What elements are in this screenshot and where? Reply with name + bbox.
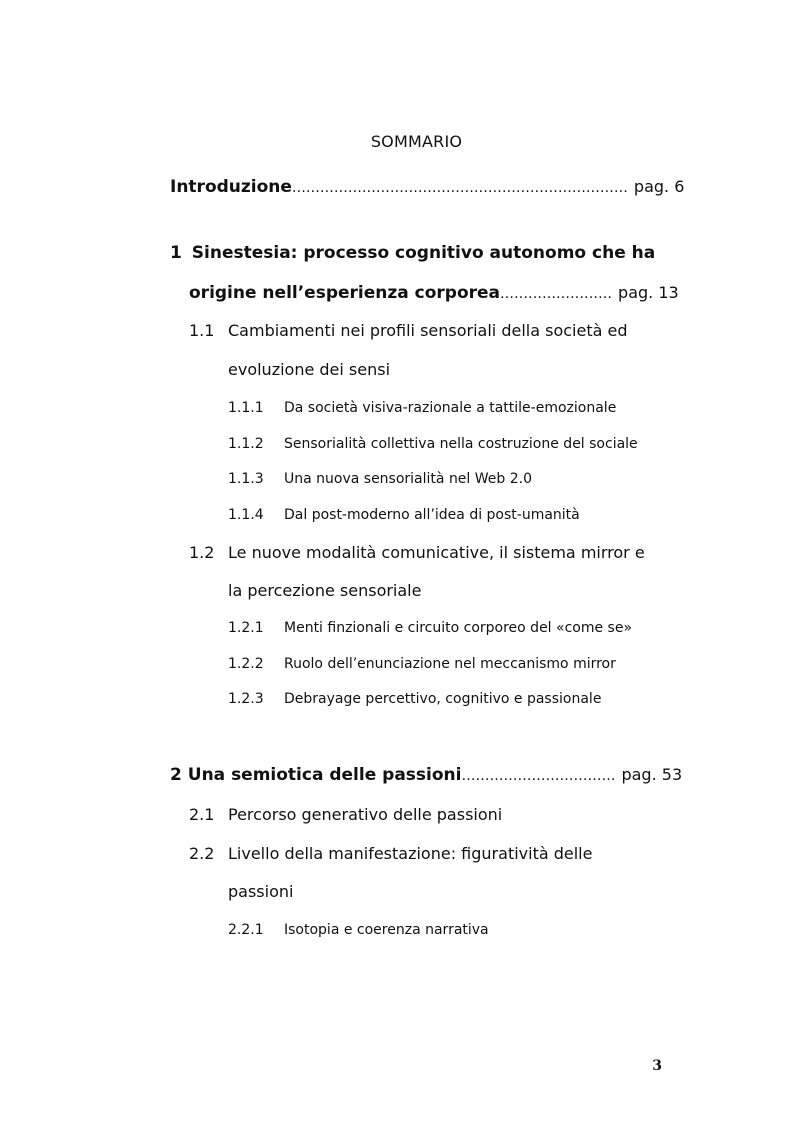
subsection-number: 1.2.1	[228, 620, 264, 636]
toc-entry-1-1[interactable]	[189, 321, 214, 340]
subsection-number: 1.1.2	[228, 436, 264, 452]
section-number: 2.1	[189, 805, 215, 824]
toc-entry-1-2-1[interactable]	[228, 620, 264, 636]
chapter-1-page: pag. 13	[618, 283, 679, 302]
section-1-2-line2: la percezione sensoriale	[228, 581, 422, 600]
subsection-1-1-1-label: Da società visiva-razionale a tattile-emozionale	[284, 400, 617, 416]
toc-entry-1-2-2[interactable]	[228, 656, 264, 672]
toc-entry-2-2-1[interactable]	[228, 922, 264, 938]
page-number: 3	[652, 1058, 662, 1074]
subsection-number: 2.2.1	[228, 922, 264, 938]
toc-entry-1-1-2[interactable]	[228, 436, 264, 452]
subsection-1-1-4-label: Dal post-moderno all’idea di post-umanità	[284, 507, 580, 523]
subsection-1-1-2-label: Sensorialità collettiva nella costruzione del sociale	[284, 436, 638, 452]
chapter-1-title-line1: Sinestesia: processo cognitivo autonomo che ha	[191, 243, 656, 263]
subsection-2-2-1-label: Isotopia e coerenza narrativa	[284, 922, 489, 938]
toc-title: SOMMARIO	[370, 132, 463, 151]
chapter-1-title-line2-row[interactable]	[189, 283, 679, 303]
subsection-1-1-3-label: Una nuova sensorialità nel Web 2.0	[284, 471, 533, 487]
toc-entry-1-1-1[interactable]	[228, 400, 264, 416]
subsection-1-2-1-label: Menti finzionali e circuito corporeo del «come se»	[284, 620, 633, 636]
intro-page: pag. 6	[633, 177, 685, 196]
toc-entry-chapter-1[interactable]	[170, 243, 655, 263]
section-1-1-line1: Cambiamenti nei profili sensoriali della società ed	[228, 321, 628, 340]
subsection-number: 1.1.4	[228, 507, 264, 523]
toc-entry-2-1[interactable]	[189, 805, 214, 824]
toc-entry-intro[interactable]	[170, 177, 684, 197]
section-number: 1.1	[189, 321, 215, 340]
section-1-2-line1: Le nuove modalità comunicative, il sistema mirror e	[228, 543, 645, 562]
toc-entry-1-1-3[interactable]	[228, 471, 264, 487]
subsection-number: 1.2.3	[228, 691, 264, 707]
toc-entry-1-1-4[interactable]	[228, 507, 264, 523]
subsection-1-2-3-label: Debrayage percettivo, cognitivo e passionale	[284, 691, 602, 707]
chapter-2-leader-dots: ……………………………	[461, 768, 616, 784]
chapter-2-page: pag. 53	[621, 765, 683, 784]
toc-entry-chapter-2[interactable]	[170, 765, 682, 785]
chapter-1-leader-dots: ……………………	[500, 286, 613, 302]
intro-label: Introduzione	[170, 177, 292, 197]
intro-leader-dots: ………………………………………………………………	[291, 180, 628, 196]
section-2-1-label: Percorso generativo delle passioni	[228, 805, 503, 824]
section-number: 2.2	[189, 844, 215, 863]
section-number: 1.2	[189, 543, 215, 562]
chapter-1-title-line2: origine nell’esperienza corporea	[189, 283, 501, 303]
section-1-1-line2: evoluzione dei sensi	[228, 360, 391, 379]
subsection-number: 1.2.2	[228, 656, 264, 672]
section-2-2-line2: passioni	[228, 882, 294, 901]
chapter-2-number: 2	[170, 765, 182, 785]
toc-entry-1-2[interactable]	[189, 543, 214, 562]
section-2-2-line1: Livello della manifestazione: figuratività delle	[228, 844, 593, 863]
chapter-2-title: Una semiotica delle passioni	[187, 765, 462, 785]
chapter-1-number: 1	[170, 243, 182, 263]
subsection-number: 1.1.3	[228, 471, 264, 487]
toc-entry-1-2-3[interactable]	[228, 691, 264, 707]
subsection-1-2-2-label: Ruolo dell’enunciazione nel meccanismo mirror	[284, 656, 616, 672]
subsection-number: 1.1.1	[228, 400, 264, 416]
toc-entry-2-2[interactable]	[189, 844, 214, 863]
